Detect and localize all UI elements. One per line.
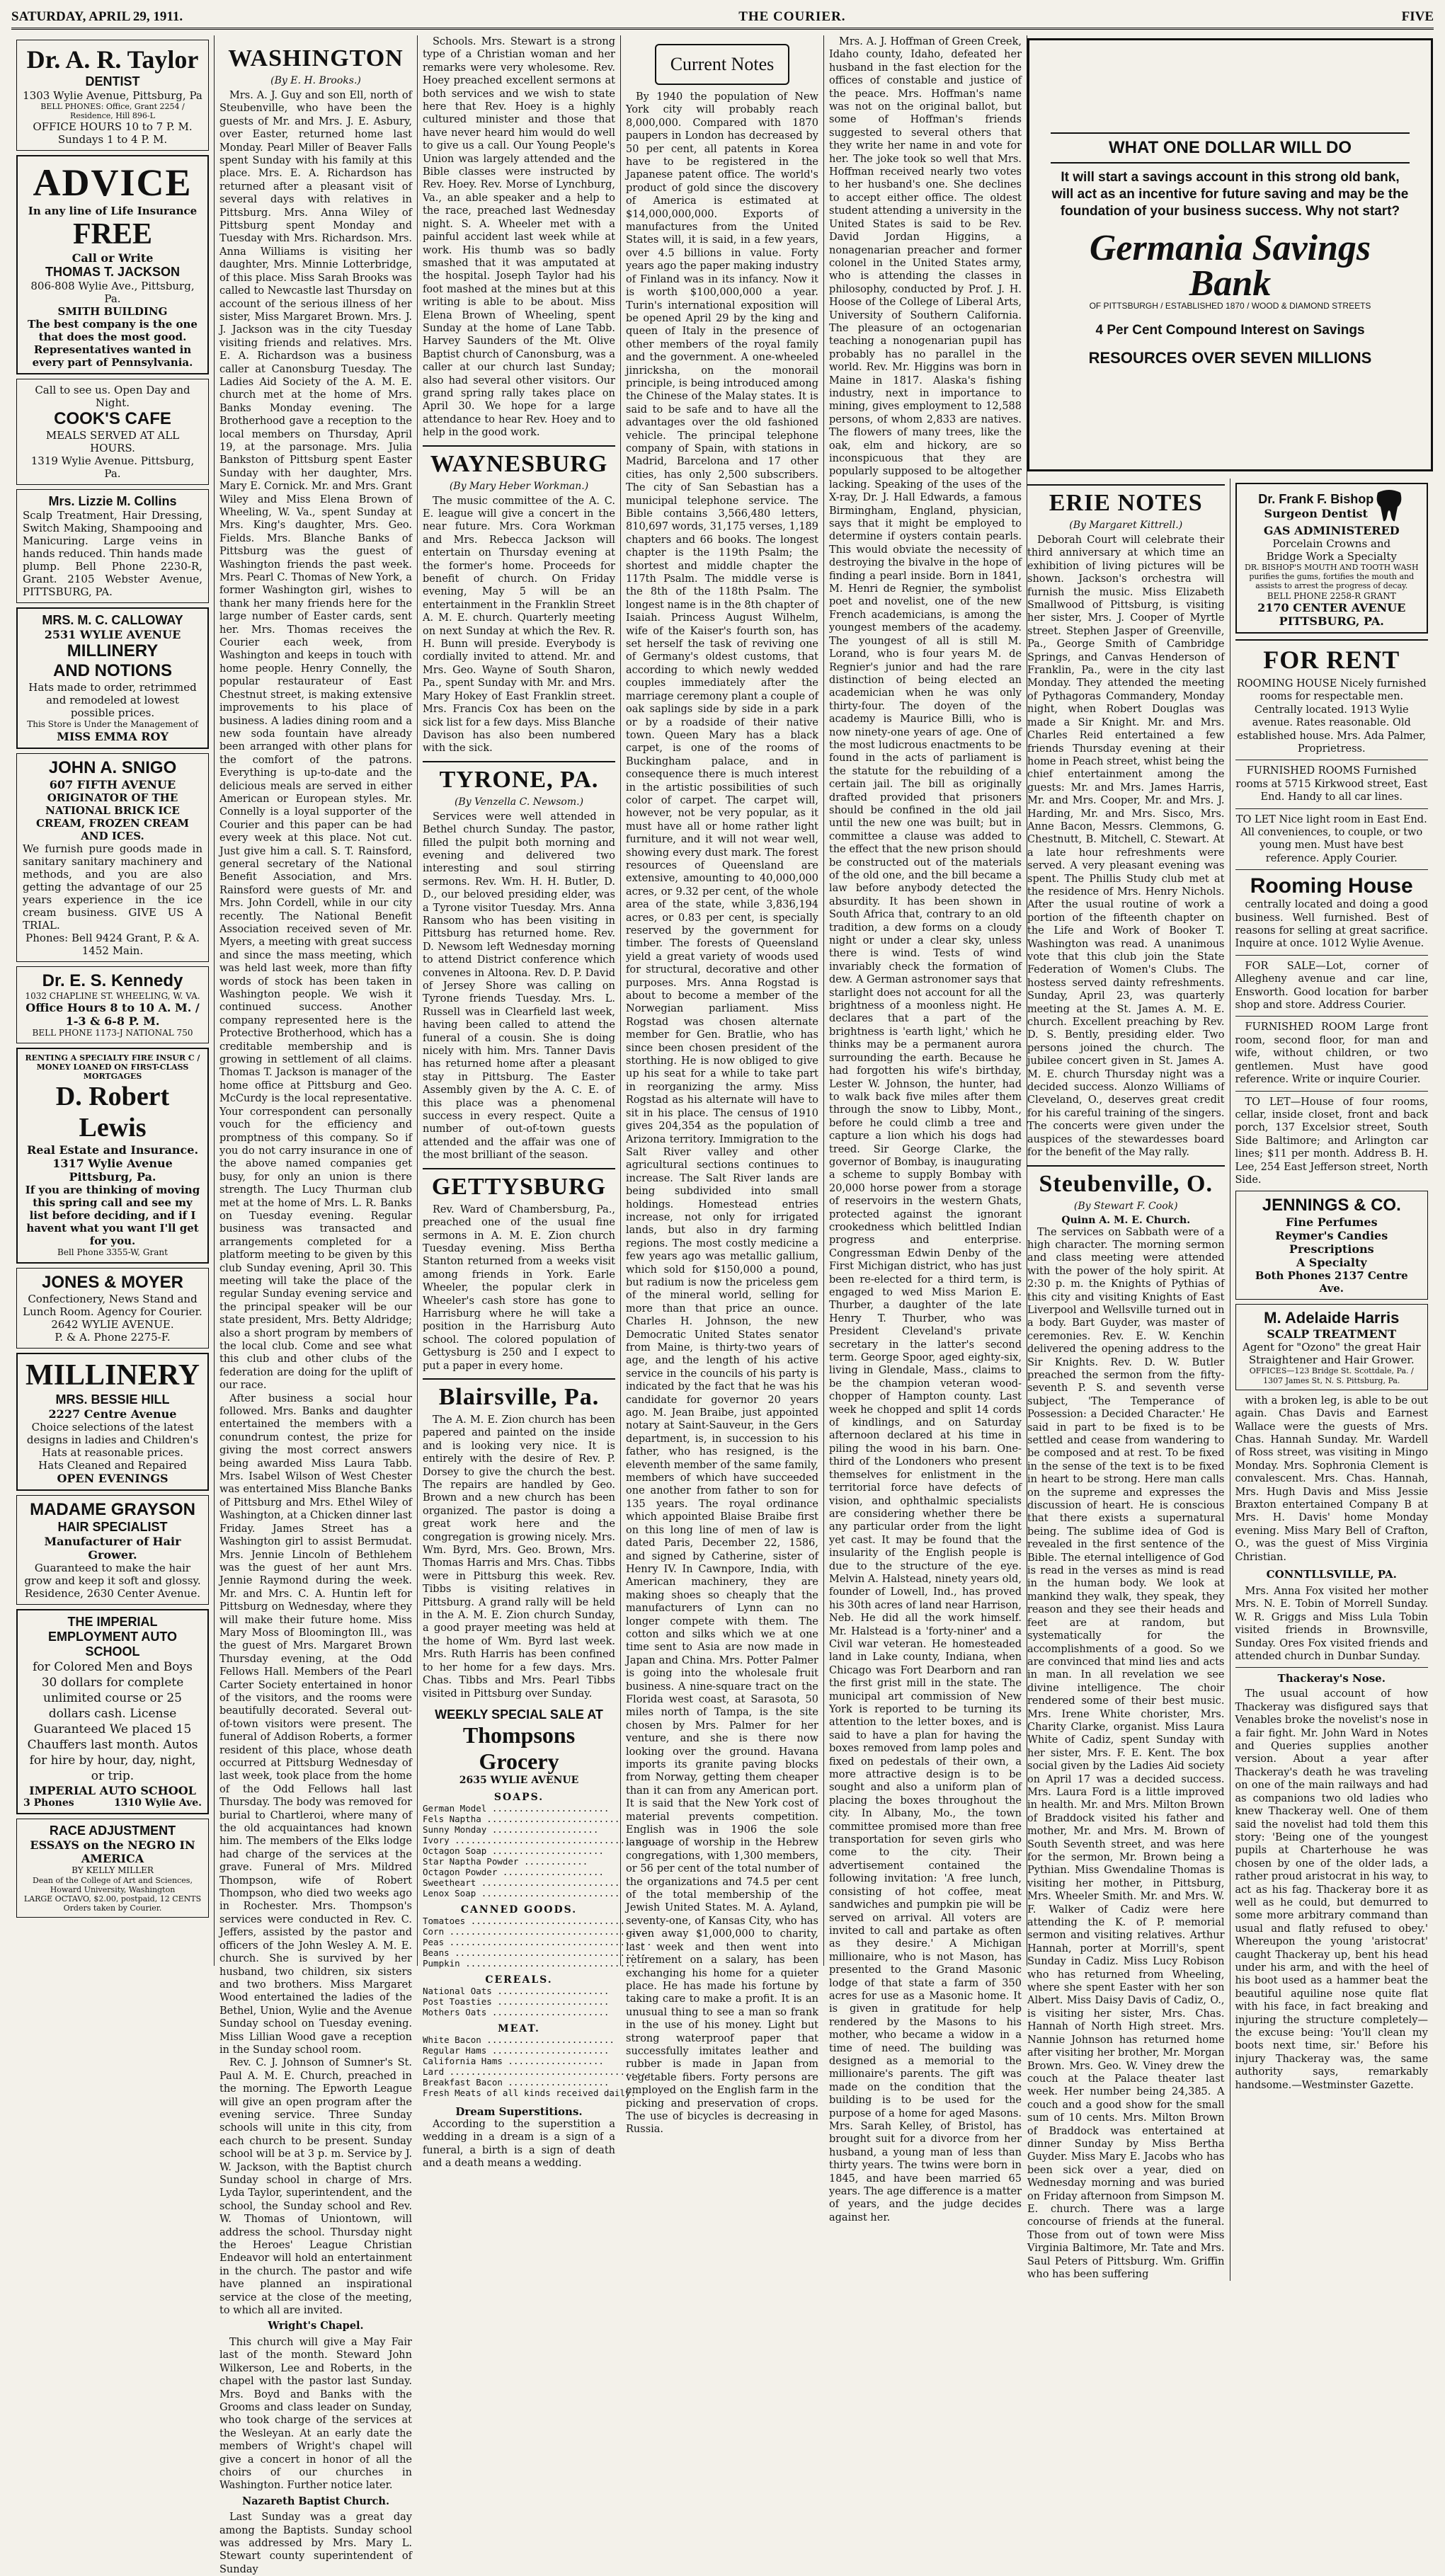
ad-grayson — [16, 1495, 209, 1605]
washington-body-3: Rev. C. J. Johnson of Sumner's St. Paul A. M. E. Church, preached in the morning. The Epworth League will give an open program after the evening service. Three Sunday schools will unite in this city, from each church to be present. Sunday school will be at 3 p. m. Service by J. W. Jackson, with the Baptist church Sunday school in charge of Mrs. Lyda Taylor, superintendent, and the school, the Sunday school and Rev. W. Thomas of Uniontown, will address the school. Thursday night the Heroes' League Christian Endeavor will hold an entertainment in the church. The pastor and wife have planned an inspirational service at the close of the meeting, to which all are invited. — [219, 2057, 412, 2317]
ad-grayson-name: MADAME GRAYSON — [30, 1499, 195, 1519]
for-sale-notice: FOR SALE—Lot, corner of Allegheny avenue and car line, Ensworth. Good location for barber shop and store. Address Courier. — [1235, 960, 1428, 1012]
ad-hill — [16, 1353, 209, 1491]
ad-race-sub: ESSAYS on the NEGRO IN AMERICA — [30, 1838, 195, 1866]
ad-jennings — [1235, 1191, 1429, 1300]
ad-taylor-address: 1303 Wylie Avenue, Pittsburg, Pa — [23, 89, 202, 102]
ad-advice-call: Call or Write — [72, 251, 154, 265]
sale-soap-item: German Model ...................... — [423, 1802, 610, 1814]
ad-jones-address: 2642 WYLIE AVENUE. — [51, 1317, 174, 1331]
ad-cook-meals: MEALS SERVED AT ALL HOURS. — [45, 429, 180, 455]
ad-grayson-title: HAIR SPECIALIST — [57, 1519, 168, 1534]
ad-kennedy-address: 1032 CHAPLINE ST. WHEELING, W. VA. — [25, 990, 200, 1001]
ad-kennedy-hours: Office Hours 8 to 10 A. M. / 1-3 & 6-8 P. M. — [25, 1001, 200, 1029]
ad-thompsons-grocery — [423, 1707, 658, 2098]
ad-race-head: RACE ADJUSTMENT — [49, 1824, 176, 1838]
ad-jennings-l1: Fine Perfumes — [1285, 1215, 1378, 1230]
sale-soap-item: Star Naptha Powder ............ — [423, 1855, 588, 1867]
ad-germania-bank — [1027, 38, 1433, 471]
ad-jennings-l4: A Specialty — [1296, 1256, 1367, 1270]
current-notes-continued: Mrs. A. J. Hoffman of Green Creek, Idaho county, Idaho, defeated her husband in the fast election for the offices of constable and justice of the peace. Mrs. Hoffman's name was not on the original ballot, but some of Hoffman's friends suggested to several others that they write her name in and vote for her. The joke took so well that Mrs. Hoffman received nearly two votes to her husband's one. She declines to accept either office. The oldest student attending a university in the United States is said to be Rev. David Jordan Higgins, a nonagenarian preacher and former colonel in the United States army, who is attending the classes in philosophy, conducted by Prof. J. H. Hoose of the College of Liberal Arts, University of Southern California. The pleasure of an octogenarian teaching a nonogenarian pupil has probably has no parallel in the world. Rev. Mr. Higgins was born in Maine in 1817. Alaska's fishing industry, next in importance to mining, gives employment to 12,588 persons, of whom 2,833 are natives. The flowers of many trees, like the oak, elm and hickory, are so inconspicuous that they are popularly supposed to be altogether lacking. Speaking of the uses of the X-ray, Dr. J. Hall Edwards, a famous Birmingham, England, physician, says that it might be employed to determine if oysters contain pearls. This would obviate the necessity of destroying the bivalve in the hope of finding a pearl inside. Born in 1841, M. Henri de Regnier, the symbolist poet and novelist, one of the new French academicians, is among the youngest members of the academy. The youngest of all is still M. Lorand, who is four years M. de Regnier's junior and had the rare distinction of being elected an academician when he was only thirty-four. The doyen of the academy is Maurice Billi, who is now ninety-one years of age. One of the most ludicrous enactments to be found in the acts of parliament is the statute for the rebuilding of a certain jail. The bill as originally drafted provided that prisoners should be confined in the old jail until the new one was built; but in committee a clause was added to the effect that the new prison should be constructed out of the materials of the old one, and the bill became a law before anybody detected the absurdity. It has been shown in South Africa that, contrary to an old tradition, a dew forms on a cloudy night or under a clear sky, unless there is wind. Tests of wind invariably check the formation of dew. A German astronomer says that starlight does not account for all the brightness of a moonless night. He declares that a part of the brightness is 'earth light,' which he thinks may be a permanent aurora surrounding the earth. Because he had forgotten his wife's birthday, Lester W. Johnson, the hunter, had to walk back five miles after them through the snow to Libby, Mont., before he could climb a tree and capture a lion which his dogs had treed. Sir George Clarke, the governor of Bombay, is inaugurating a scheme to supply Bombay with 20,000 horse power from a storage of reservoirs in the western Ghats, protected against the ignorant crookedness which belittled Indian progress and enterprise. Congressman Edwin Denby of the First Michigan district, who has just been re-elected for a third term, is engaged to wed Miss Marion E. Thurber, a daughter of the late Henry T. Thurber, who was President Cleveland's private secretary in the latter's second term. George Spoor, aged eighty-six, living in Glendale, Mass., claims to be the champion veteran wood-chopper of Hampton county. Last week he chopped and split 14 cords of kindlings, and on Saturday afternoon declared at his time in piling the wood in his barn. One-third of the Londoners who present themselves for enlistment in the territorial force have defects of vision, and ophthalmic specialists are considering whether there be any particular order from the light yet cast. It may be found that the insularity of the English people is due to the structure of the eye. Melvin A. Halstead, ninety years old, founder of Lowell, Ind., has proved his 30th acres of land near Harrison, Neb. He did all the work himself. Mr. Halstead is a 'forty-niner' and a Civil war veteran. He homesteaded land in Lake county, Indiana, when Chicago was Fort Dearborn and ran the first grist mill in the state. The municipal art commission of New York is reported to be turning its attention to the letter boxes, and is said to have a plan for having the boxes removed from lamp poles and fixed on pedestals of their own, a more attractive design is to be sought and also a uniform plan of placing the boxes throughout the city. In Albany, Mo., the town committee promised more than free transportation for seven girls who come to the city. Their advertisement contained the following invitation: 'A free lunch, consisting of hot coffee, meat sandwiches and pumpkin pie will be served on arrival. All voters are invited to call and partake as often as they desire.' A Michigan millionaire, who is not Mason, has presented to the Grand Masonic lodge of that state a farm of 350 acres for use as a Masonic home. It is given in gratitude for help rendered by the Masons to his mother, who became a widow in a time of need. The building was designed as a memorial to the millionaire's parents. The gift was made on the condition that the building is to be used for the purpose of a home for aged Masons. Mrs. Sarah Kelley, of Bristol, has brought suit for a divorce from her husband, a young man of less than thirty years. The twins were born in 1845, and have been married 65 years. The age difference is a matter of years, and the judge decides against her. — [829, 36, 1022, 2223]
ad-taylor-name: Dr. A. R. Taylor — [26, 45, 199, 74]
rooming-house-notice: ROOMING HOUSE Nicely furnished rooms for respectable men. Centrally located. 1913 Wylie avenue. Rates reasonable. Old established house. Mrs. Ada Palmer, Proprietress. — [1236, 677, 1427, 755]
ad-advice-building: SMITH BUILDING — [57, 305, 168, 319]
ad-advice-head: ADVICE — [33, 161, 193, 205]
steubenville-sub: Quinn A. M. E. Church. — [1061, 1214, 1191, 1226]
washington-body-2: After business a social hour followed. Mrs. Banks and daughter entertained the members with a conundrum contest, the prize for giving the most correct answers being awarded Miss Laura Tabb. Mrs. Isabel Wilson of West Chester was entertained Miss Blanche Banks of Pittsburg and Mrs. Ethel Wiley of Washington, at a Chicken dinner last Friday. James Street has a Washington girl to assist Bermudat. Mrs. Jennie Lincoln of Bethlehem was the guest of her aunt Mrs. Jennie Raymond during the week. Mr. and Mrs. C. A. Huntin left for Pittsburg on Wednesday, where they will make their future home. Miss Mary Moss of Bloomington Ill., was the guest of Mrs. Margaret Brown Thursday evening, at the Odd Fellows Hall. Members of the Pearl Carter Society entertained in honor of the visitors, and the rooms were beautifully decorated. Several out-of-town visitors were present. The funeral of Addison Roberts, a former resident of this place, whose death occurred at Pittsburg Wednesday of last week, took place from the home of the Odd Fellows hall last Thursday. The body was removed for burial to Chartleroi, where many of the old acquaintances had known him. The members of the Elks lodge had charge of the services at the grave. Funeral of Mrs. Mildred Thompson, wife of Robert Thompson, who died two weeks ago in Rochester. Mrs. Thompson's services were conducted in Rev. C. Jeffers, assisted by the pastor and officers of the John Wesley A. M. E. church. She is survived by her husband, two children, six sisters and two brothers. Miss Margaret Wood entertained the ladies of the Bethel, Union, Wylie and the Avenue Sunday school on Tuesday evening. Miss Lillian Wood gave a reception in the Sunday school room. — [219, 1392, 412, 2056]
wright-chapel-body: This church will give a May Fair last of the month. Steward John Wilkerson, Lee and Roberts, in the chapel with the pastor last Sunday. Mrs. Boyd and Banks with the Grooms and class leader on Sunday, who took charge of the services at the Wesleyan. At an early date the members of Wright's chapel will give a concert in honor of all the choirs of our churches in Washington. Further notice later. — [219, 2336, 412, 2492]
sale-soap-item: Octagon Powder ................... — [423, 1866, 604, 1877]
ad-race-price: LARGE OCTAVO, $2.00, postpaid, 12 CENTS — [23, 1894, 202, 1904]
gettysburg-heading: GETTYSBURG — [423, 1168, 615, 1201]
tooth-icon — [1373, 488, 1405, 524]
gettysburg-body: Rev. Ward of Chambersburg, Pa., preached one of the usual fine sermons in A. M. E. Zion church Tuesday evening. Miss Bertha Stanton returned from a weeks visit among friends in York. Earle Wheeler, the popular clerk in Wheeler's cash store has gone to Harrisburg where he will take a position in the Harrisburg Auto school. The colored population of Gettysburg is 250 and I expect to put a paper in every home. — [423, 1203, 615, 1372]
ad-lewis-text: If you are thinking of moving this spring call and see my list before deciding, and if I havent what you want I'll get for you. — [25, 1184, 200, 1248]
ad-snigo-name: JOHN A. SNIGO — [48, 757, 177, 777]
to-let-notice: TO LET Nice light room in East End. All conveniences, to couple, or two young men. Must have best reference. Apply Courier. — [1235, 813, 1427, 864]
column-3 — [418, 35, 658, 2170]
ad-jennings-name: JENNINGS & CO. — [1262, 1196, 1401, 1215]
ad-advice-sub: In any line of Life Insurance — [28, 205, 198, 218]
ad-jennings-l2: Reymer's Candies — [1275, 1229, 1388, 1243]
ad-hill-clean: Hats Cleaned and Repaired — [38, 1458, 187, 1472]
erie-body: Deborah Court will celebrate their third anniversary at which time an exhibition of living pictures will be shown. Jackson's orchestra will furnish the music. Miss Elizabeth Smallwood of Pittsburg, is visiting her sister, Mrs. J. Cooper of Myrtle street. Stephen Jasper of Greenville, Pa., George Smith of Cambridge Springs, and Canvas Henderson of Franklin, Pa., were in the city last Monday. They attended the meeting of Pythagoras Commandery, Monday night, when Robert Douglas was made a Sir Knight. Mr. and Mrs. Charles Reid entertained a few friends Thursday evening at their home in Peach street, whist being the chief entertainment among the guests: Mr. and Mrs. James Harris, Mr. and Mrs. Cooper, Mr. and Mrs. J. Harding, Mr. and Mrs. Sisco, Mrs. Anne Bacon, Messrs. Clemmons, G. Chestnutt, B. Mitchell, C. Stewart. At a late hour refreshments were served. A very pleasant evening was spent. The Phillis Study club met at the residence of Mrs. Henry Nichols. After the usual routine of work a portion of the fifteenth chapter on the Life and Work of Booker T. Washington was read. A unanimous vote that this club join the State Federation of Women's Clubs. The hostess served dainty refreshments. Sunday, April 23, was quarterly meeting at the St. James A. M. E. church. Excellent preaching by Rev. D. S. Bently, presiding elder. Two persons joined the church. The jubilee concert given in St. James A. M. E. church Thursday night was a decided success. Alonzo Williams of Cleveland, O., deserves great credit for his careful training of the singers. The concerts were given under the auspices of the stewardesses board for the benefit of the May rally. — [1027, 534, 1225, 1159]
sale-soap-item: Lenox Soap .......................... — [423, 1887, 620, 1899]
sale-canned: CANNED GOODS. — [460, 1904, 578, 1916]
ad-lewis-name: D. Robert Lewis — [55, 1082, 170, 1143]
bank-head: WHAT ONE DOLLAR WILL DO — [1051, 132, 1410, 164]
current-notes-heading: Current Notes — [655, 44, 789, 85]
ad-bishop-address: 2170 CENTER AVENUE — [1257, 600, 1406, 614]
ad-snigo-address: 607 FIFTH AVENUE — [49, 777, 176, 791]
ad-grayson-residence: Residence, 2630 Center Avenue. — [25, 1586, 200, 1600]
ad-calloway — [16, 607, 209, 748]
sale-meat-item: Lard ...................................... — [423, 2066, 652, 2077]
ad-bishop-phone: BELL PHONE 2258-R GRANT — [1267, 590, 1396, 601]
ad-bishop-title: Surgeon Dentist — [1264, 507, 1368, 520]
ad-advice-free: FREE — [72, 218, 152, 251]
ad-auto-head: THE IMPERIAL EMPLOYMENT AUTO SCHOOL — [47, 1614, 177, 1659]
ad-cook-pre: Call to see us. Open Day and Night. — [35, 384, 190, 410]
masthead — [11, 6, 1434, 30]
bank-small: OF PITTSBURGH / ESTABLISHED 1870 / WOOD & DIAMOND STREETS — [1089, 301, 1371, 311]
for-rent-heading: FOR RENT — [1235, 639, 1429, 675]
sale-t3: 2635 WYLIE AVENUE — [459, 1774, 579, 1786]
ad-cook-address: 1319 Wylie Avenue. Pittsburg, Pa. — [30, 454, 195, 481]
sale-meat-item: Fresh Meats of all kinds received daily. — [423, 2087, 636, 2098]
dream-heading: Dream Superstitions. — [455, 2105, 583, 2118]
masthead-date: SATURDAY, APRIL 29, 1911. — [11, 9, 183, 24]
ad-collins-name: Mrs. Lizzie M. Collins — [48, 494, 177, 509]
ad-harris-name: M. Adelaide Harris — [1264, 1309, 1400, 1327]
columns — [11, 35, 1434, 2575]
sale-canned-item: Beans .................................... — [423, 1947, 647, 1958]
ad-lewis-sub: Real Estate and Insurance. — [26, 1143, 199, 1157]
waynesburg-byline: (By Mary Heber Workman.) — [449, 480, 589, 492]
ad-hill-name: MRS. BESSIE HILL — [55, 1392, 170, 1407]
nazareth-body: Last Sunday was a great day among the Baptists. Sunday school was addressed by Mrs. Mary L. Stewart county superintendent of Sunday — [219, 2512, 412, 2575]
ad-jones-moyer — [16, 1268, 209, 1349]
ad-jones-phone: P. & A. Phone 2275-F. — [55, 1330, 171, 1344]
ad-jennings-phone: Both Phones 2137 Centre Ave. — [1255, 1269, 1408, 1295]
sale-canned-item: Pumpkin ................................ — [423, 1957, 636, 1969]
tyrone-heading: TYRONE, PA. — [423, 761, 615, 794]
waynesburg-heading: WAYNESBURG — [423, 445, 615, 478]
furnished-rooms-notice: FURNISHED ROOMS Furnished rooms at 5715 Kirkwood street, East End. Handy to all car lines. — [1235, 765, 1428, 803]
sale-canned-item: Corn ...................................... — [423, 1925, 652, 1937]
ad-bishop-gas: GAS ADMINISTERED — [1263, 524, 1400, 537]
ad-race-by: BY KELLY MILLER — [72, 1865, 154, 1876]
steubenville-byline: (By Stewart F. Cook) — [1073, 1200, 1178, 1212]
ad-jones-text: Confectionery, News Stand and Lunch Room. Agency for Courier. — [23, 1292, 202, 1318]
column-7 — [1230, 479, 1434, 2281]
ad-auto-phones: 3 Phones — [23, 1797, 74, 1809]
page-number: FIVE — [1401, 9, 1434, 24]
ad-taylor — [16, 40, 209, 151]
sale-meat-item: California Hams .................. — [423, 2055, 604, 2066]
ad-lewis-phone: Bell Phone 3355-W, Grant — [57, 1247, 168, 1258]
ad-taylor-title: DENTIST — [85, 74, 140, 88]
ad-hill-text: Choice selections of the latest designs in ladies and Children's Hats at reasonable prices. — [26, 1420, 199, 1459]
to-let-house-notice: TO LET—House of four rooms, cellar, inside closet, front and back porch, 137 Excelsior street, South Side Baltimore; and Arlington car lines; $11 per month. Address B. H. Lee, 254 East Jefferson street, North Side. — [1235, 1096, 1428, 1186]
ad-calloway-address: 2531 WYLIE AVENUE — [44, 628, 181, 642]
wright-chapel-heading: Wright's Chapel. — [268, 2320, 364, 2332]
connellsville-heading: CONNTLLSVILLE, PA. — [1266, 1568, 1397, 1581]
ad-hill-address: 2227 Centre Avenue — [48, 1407, 177, 1421]
ad-advice-name: THOMAS T. JACKSON — [45, 265, 180, 280]
sale-soap-item: Sweetheart .......................... — [423, 1877, 620, 1888]
dream-body: According to the superstition a wedding in a dream is a sign of a funeral, a birth is a sign of death and a death means a wedding. — [423, 2118, 615, 2170]
bank-resources: RESOURCES OVER SEVEN MILLIONS — [1088, 348, 1372, 367]
ad-snigo-body: We furnish pure goods made in sanitary sanitary machinery and methods, and you are also getting the advantage of our 25 years experience in the ice cream business. GIVE US A TRIAL. — [23, 842, 202, 932]
ad-lewis-address: 1317 Wylie Avenue Pittsburg, Pa. — [52, 1157, 173, 1184]
column-2 — [215, 35, 418, 2575]
waynesburg-body: The music committee of the A. C. E. league will give a concert in the near future. Mrs. Cora Workman and Mrs. Rebecca Jackson will entertain on Thursday evening at the former's home. Proceeds for benefit of church. On Friday evening, May 5 will be an entertainment in the Franklin Street A. M. E. church. Quarterly meeting on next Sunday at which the Rev. R. H. Bunn will preside. Everybody is cordially invited to attend. Mr. and Mrs. Geo. Wayne of South Sharon, Pa., spent Sunday with Mr. and Mrs. Mary Hokey of East Franklin street. Mrs. Francis Cox has been on the sick list for a few days. Miss Blanche Davison has also been numbered with the sick. — [423, 495, 615, 755]
ad-bishop — [1235, 483, 1429, 634]
sale-soap-item: Ivory ...................................... — [423, 1834, 658, 1845]
washington-heading: WASHINGTON — [228, 45, 404, 71]
ad-snigo-phones: Phones: Bell 9424 Grant, P. & A. 1452 Main. — [25, 931, 200, 957]
ad-snigo-text: ORIGINATOR OF THE NATIONAL BRICK ICE CREAM, FROZEN CREAM AND ICES. — [35, 791, 190, 842]
sale-t1: WEEKLY SPECIAL SALE AT — [435, 1707, 603, 1722]
ad-cook-name: COOK'S CAFE — [54, 409, 171, 429]
bank-logo: Germania Savings Bank — [1089, 228, 1371, 304]
ad-cooks-cafe — [16, 379, 209, 485]
rooming-house-text: centrally located and doing a good business. Well furnished. Best of reasons for selling at great sacrifice. Inquire at once. 1012 Wylie Avenue. — [1235, 899, 1428, 950]
column-1 — [11, 35, 215, 1966]
ad-bishop-city: PITTSBURG, PA. — [1279, 614, 1384, 628]
erie-heading: ERIE NOTES — [1027, 484, 1225, 517]
ad-hill-head: MILLINERY — [25, 1358, 200, 1392]
sale-t2: Thompsons Grocery — [462, 1722, 576, 1774]
ad-auto-school — [16, 1609, 209, 1815]
ad-jennings-l3: Prescriptions — [1289, 1242, 1374, 1256]
ad-lewis — [16, 1048, 209, 1264]
sale-cereal-item: Mothers Oats ...................... — [423, 2006, 610, 2017]
sale-cereals: CEREALS. — [485, 1974, 553, 1986]
furnished-room-notice: FURNISHED ROOM Large front room, second floor, for man and wife, without children, or two gentlemen. Must have good reference. Write or inquire Courier. — [1235, 1021, 1428, 1086]
ad-taylor-phones: BELL PHONES: Office, Grant 2254 / Residence, Hill 896-L — [40, 102, 185, 121]
washington-body-1: Mrs. A. J. Guy and son Ell, north of Steubenville, who have been the guests of Mr. and Mrs. J. E. Asbury, over Easter, returned home last Monday. Pearl Miller of Beaver Falls spent Sunday with his family at this place. Mrs. E. A. Richardson has returned after a pleasant visit of several days with relatives in Pittsburg. Mrs. Anna Wiley of Pittsburg spent Monday and Tuesday with Mrs. Richardson. Mrs. Anna Williams is visiting her daughter, Mrs. Minnie Lotterbridge, of this place. Miss Sarah Brooks was called to Newcastle last Thursday on account of the serious illness of her sister, Miss Margaret Brown. Mrs. J. J. Jackson was in the city Tuesday visiting friends and relatives. Mrs. E. A. Richardson was a business caller at Canonsburg Tuesday. The Ladies Aid Society of the A. M. E. church met at the home of Mrs. Banks Monday evening. The Brotherhood gave a reception to the local members on Thursday, April 19, at the parsonage. Mrs. Julia Bankston of Pittsburg spent Easter Sunday with her daughter, Mrs. Mary E. Cornick. Mr. and Mrs. Grant Wiley and Miss Elena Brown of Wheeling, W. Va., spent Sunday at Mrs. King's daughter, Mrs. Geo. Fields. Mrs. Blanche Banks of Pittsburg was the guest of Washington friends the past week. Mrs. Pearl C. Thomas of New York, a former Washington girl, wishes to thank her many friends here for the large number of Easter cards, sent her. Mrs. Thomas receives the Courier each week, from Washington and keeps in touch with home people. Henry Connelly, the popular restaurateur of East Chestnut street, is making extensive improvements to his place of business. A ladies dining room and a new soda fountain have already been arranged with other plans for the comfort of the patrons. Everything is up-to-date and the delicious meals are served in either American or European styles. Mr. Connelly is a loyal supporter of the Courier and this paper can be had every week at this place. Not cut. Just give him a call. S. T. Rainsford, general secretary of the National Benefit Association, and Mrs. Rainsford were guests of Mr. and Mrs. John Cordell, while in our city recently. The National Benefit Association received seven of Mr. Myers, a meeting with great success and since the mass meeting, which was held last week, more than fifty words of stock has been taken in Washington people. We wish it continued success. Another company represented here is the Protective Brotherhood, which has a creditable membership and is growing in settlement of all claims. Thomas T. Jackson is manager of the home office at Pittsburg and Geo. McCurdy is the local representative. Your correspondent can personally vouch for the efficiency and promptness of this company. So if you do not carry insurance in one of the above named companies get busy, for only an union is there strength. The Lucy Thurman club met at the home of Mrs. L. R. Banks on Tuesday evening. Regular business was transacted and arrangements completed for a platform meeting to be given by this club Sunday evening, April 30. This meeting will take the place of the regular Sunday evening service and the principal speaker will be our state president, Mrs. Betty Aldridge; also a short program by members of the local club. Come and see what this club and other clubs of the federation are doing for the uplift of our race. — [219, 90, 412, 1392]
sale-soaps: SOAPS. — [493, 1791, 544, 1803]
ad-taylor-sunday: Sundays 1 to 4 P. M. — [57, 133, 168, 147]
ad-collins — [16, 489, 209, 603]
ad-bishop-crown: Porcelain Crowns and — [1272, 537, 1391, 550]
column-5 — [824, 35, 1027, 2223]
ad-bishop-note: DR. BISHOP'S MOUTH AND TOOTH WASH purifies the gums, fortifies the mouth and assists to arrest the progress of decay. — [1244, 563, 1419, 591]
steubenville-body: The services on Sabbath were of a high character. The morning sermon and class meeting were attended with the power of the holy spirit. At 2:30 p. m. the Knights of Pythias of this city and visiting Knights of East Liverpool and Wellsville turned out in a body. Bart Guyder, was master of ceremonies. Rev. E. W. Kenchin delivered the opening address to the Sir Knights. Rev. D. W. Butler preached the sermon from the fifty-seventh P. S. and seventh verse subject, 'The Temperance of Possession: a Decided Character.' He said in part to be fixed is to be settled and cease from wandering to be composed and at rest. To be fixed in the sense of the text is to be fixed in heart to be strong. Here man calls on the supreme and expresses the discussion of heart. He is conscious that there exists a supernatural being. The sublime idea of God is revealed in the first sentence of the Bible. The eternal intelligence of God is read in the verses as mind is read in the human body. We look at mankind they walk, they speak, they reason and they see their heads and feet are at random, but systematically for the accomplishments of a good. So we are convinced that mind lies and acts in man. In all revelation we see divine intelligence. The choir rendered some of their best music. Mrs. Irene White chorister, Mrs. Charity Clarke, organist. Miss Laura White of Cadiz, spent Sunday with her sister, Mrs. F. E. Kent. The box social given by the Ladies Aid society on April 17 was a decided success. Mrs. Laura Ford is a little improved in health. Mr. and Mrs. Milton Brown of Braddock visited his father and mother, Mr. and Mrs. M. Brown of South Seventh street, and was here for the sermon, Mr. Brown being a Pythian. Miss Gwendaline Thomas is visiting her mother, in Pittsburg, Mrs. Wheeler Smith. Mr. and Mrs. W. F. Walker of Cadiz were here attending the K. of P. memorial sermon and visiting relatives. Arthur Hannah, porter at Morrill's, spent Sunday in Cadiz. Miss Lucy Robison who has returned from Wheeling, where she spent Easter with her son Albert. Miss Daisy Davis of Cadiz, O., is visiting her sister, Mrs. Chas. Hannah of North High street. Mrs. Nannie Johnson has returned home after visiting her brother, Mr. Morgan Brown. Mrs. Geo. W. Viney drew the couch at the Palace theater last week. Her number being 24,385. A couch and a good show for the small sum of 10 cents. Mrs. Milton Brown of Braddock was entertained at dinner Sunday by Miss Bertha Guyder. Miss Mary E. Jacobs who has been sick over a year, died on Wednesday morning and was buried on Friday afternoon from Simpson M. E. church. There was a large concourse of friends at the funeral. Those from out of town were Miss Virginia Baltimore, Mr. Tate and Mrs. Saul Peters of Pittsburg. Wm. Griffin who has been suffering — [1027, 1226, 1225, 2280]
column-6 — [1027, 479, 1230, 2281]
bank-interest: 4 Per Cent Compound Interest on Savings — [1095, 323, 1365, 338]
washington-continued: Schools. Mrs. Stewart is a strong type of a Christian woman and her remarks were very wholesome. Rev. Hoey preached excellent sermons at both services and we wish to state here that Rev. Hoey is a highly cultured minister and those that have never heard him would do well to give us a call. Our Young People's Union was largely attended and the Bible classes were instructed by Rev. Hoey. Rev. Morse of Lynchburg, Va., an able speaker and a help to the race, preached last Wednesday night. S. A. Wheeler met with a painful accident last week while at work. His thumb was so badly smashed that it was amputated at the hospital. Joseph Taylor had his foot mashed at the mines but at this writing is able to be about. Miss Elena Brown of Wheeling, spent Sunday at the home of Lane Tabb. Harvey Saunders of the Mt. Olive Baptist church of Canonsburg, was a caller at our church last Sunday; also had several other visitors. Our grand spring rally takes place on April 30. We hope for a large attendance to hear Rev. Hoey and to help in the good work. — [423, 36, 615, 439]
erie-byline: (By Margaret Kittrell.) — [1069, 520, 1183, 531]
ad-kennedy — [16, 966, 209, 1043]
ad-advice-text: The best company is the one that does the most good. Representatives wanted in every part of Pennsylvania. — [28, 318, 198, 370]
ad-hill-evenings: OPEN EVENINGS — [57, 1471, 169, 1485]
bank-text: It will start a savings account in this strong old bank, will act as an incentive for future saving and may be the foundation of your business success. Why not start? — [1051, 170, 1409, 219]
column-6-7 — [1027, 35, 1433, 2280]
tyrone-byline: (By Venzella C. Newsom.) — [454, 796, 584, 808]
ad-bishop-bridge: Bridge Work a Specialty — [1266, 550, 1397, 563]
ad-collins-text: Scalp Treatment, Hair Dressing, Switch Making, Shampooing and Manicuring. Large veins in hands reduced. Thin hands made plump. Bell Phone 2230-R, Grant. 2105 Webster Avenue, PITTSBURG, PA. — [23, 509, 202, 599]
ad-bishop-name: Dr. Frank F. Bishop — [1258, 492, 1374, 506]
steubenville-heading: Steubenville, O. — [1027, 1165, 1225, 1198]
ad-kennedy-phone: BELL PHONE 1173-J NATIONAL 750 — [32, 1028, 193, 1038]
ad-calloway-manager: MISS EMMA ROY — [57, 729, 169, 743]
ad-race-text: Dean of the College of Art and Sciences, Howard University, Washington — [33, 1875, 193, 1894]
ad-calloway-head2: AND NOTIONS — [53, 661, 172, 681]
ad-kennedy-name: Dr. E. S. Kennedy — [42, 971, 183, 990]
sale-soap-item: Sunny Monday .................... — [423, 1824, 599, 1835]
sale-soap-item: Fels Naptha ......................... — [423, 1813, 620, 1824]
ad-lewis-top: RENTING A SPECIALTY FIRE INSUR C / MONEY LOANED ON FIRST-CLASS MORTGAGES — [25, 1053, 200, 1081]
sale-canned-item: Tomatoes ............................. — [423, 1915, 625, 1926]
sale-meat-item: Breakfast Bacon ................... — [423, 2076, 610, 2088]
current-notes-body: By 1940 the population of New York city will probably reach 8,000,000. Compared with 1870 paupers in London has decreased by 50 per cent, all patents in Korea have to be registered in the Japanese patent office. The world's product of gold since the discovery of America is estimated at $14,000,000,000. Exports of manufactures from the United States will, it is said, in a few years, over 4.5 billions in value. Forty years ago the paper making industry of Finland was in its infancy. Now it is worth $100,000,000 a year. Turin's international exposition will be opened April 29 by the king and queen of Italy in the presence of other members of the royal family and the government. A one-wheeled jinricksha, on the monorail principle, is being introduced among the Chinese of the Malay states. It is said to be safe and to have all the advantages over the old fashioned vehicle. The principal telephone company of Spain, with stations in Madrid, Barcelona and 17 other cities, has only 2,500 subscribers. The city of San Sebastian has a municipal telephone service. The Bible contains 3,566,480 letters, 810,697 words, 31,175 verses, 1,189 chapters and 66 books. The longest chapter is the 119th Psalm; the shortest and middle chapter the 117th Psalm. The middle verse is the 8th of the 118th Psalm. The longest name is in the 8th chapter of Isaiah. Princess August Wilhelm, wife of the Kaiser's fourth son, has set herself the task of reviving one of Germany's oldest customs, that according to which newly wedded couples immediately after the marriage ceremony plant a couple of oak saplings side by side in a park or by a roadside of their native town. Queen Mary has a black carpet, is one of the rooms of Buckingham palace, and in consequence there is much interest in the artistic possibilities of such color of carpet. The carpet will, however, not be very popular, as it must have all or home rather light furniture, and it will not wear well, showing every dust mark. The forest resources of Queensland are extensive, amounting to 40,000,000 acres, or 9.32 per cent, of the whole area of the state, while 3,836,194 acres, or 0.83 per cent, is specially reserved by the government for timber. The forests of Queensland yield a great variety of woods used for structural, decorative and other purposes. Mrs. Anna Rogstad is about to become a member of the Norwegian parliament. Miss Rogstad was chosen alternate member for Gen. Bratlie, who has since been chosen president of the storthing. He is now obliged to give up his seat for a while to take part in reorganizing the army. Miss Rogstad as his alternate will have to sit in his place. The census of 1910 gives 204,354 as the population of Arizona territory. Immigration to the Salt River valley and other agricultural sections continues to increase. The Salt River lands are being subdivided into small holdings. Homestead entries increase, not only for irrigated lands, but also in dry farming regions. The most costly medicine a few years ago was metallic gallium, which sold for $150,000 a pound, but radium is now the priceless gem of the mineral world, selling for more than that price an ounce. Charles H. Johnson, the new Democratic United States senator from Maine, is thirty-two years of age, and the length of his active service in the councils of his party is indicated by the fact that he was his candidate for governor 20 years ago. M. Jean Braibe, just appointed notary at Saint-Sauveur, in the Gers department, is, in succession to his father, who has resigned, is the eleventh member of the same family, members of which have succeeded one another from father to son for 135 years. The royal ordinance which appointed Blaise Braibe first on this long line of men of law is dated Paris, December 22, 1586, and signed by Catherine, sister of Henry IV. In Cawnpore, India, with American machinery, they are making shoes so cheaply that the manufacturers of Lynn can no longer compete with them. The cotton and silks which we at one time sent to Asia are now made in Japan and China. Mrs. Potter Palmer is going into the wholesale fruit business. A nine-square tract on the Florida west coast, at Sarasota, 50 miles north of Tampa, is the site chosen by Mrs. Palmer for her venture, and she is there now looking over the ground. Havana imports its granite paving blocks from Norway, getting them cheaper than it can from any American port. It is said that the New York cost of material prevents competition. English was in 1906 the sole language of worship in the Hebrew congregations, with 1,300 members, or 56 per cent of the total number of the organizations and 74.5 per cent of the total membership of the Jewish United States. M. A. Ayland, seventy-one, of Kansas City, who has given away $1,000,000 to charity, last week and then went into retirement on a salary, has been exchanging his home for a quieter place. He has made his fortune by taking care to make a profit. It is an unusual thing to see a man so frank in the use of his money. Light but strong waterproof paper that successfully imitates leather and rubber is made in Japan from vegetable fibers. Forty persons are employed on the English farm in the picking and preservation of crops. The use of bicycles is decreasing in Russia. — [626, 91, 818, 2136]
ad-grayson-text: Guaranteed to make the hair grow and keep it soft and glossy. — [24, 1561, 201, 1587]
sale-meat-item: White Bacon ........................ — [423, 2034, 615, 2045]
column-4 — [621, 35, 824, 2136]
ad-calloway-name: MRS. M. C. CALLOWAY — [42, 613, 183, 628]
steubenville-continued: with a broken leg, is able to be out again. Chas Davis and Earnest Wallace were the guests of Mrs. Chas. Hannah Sunday. Mr. Wardell of Ross street, was visiting in Mingo Monday. Mrs. Sophronia Clement is convalescent. Mrs. Chas. Hannah, Mrs. Hugh Davis and Miss Jessie Braxton entertained Company B at Mrs. H. Davis' home Monday evening. Miss Mary Bell of Crafton, O., was the guest of Miss Virginia Christian. — [1235, 1395, 1428, 1563]
ad-calloway-head1: MILLINERY — [67, 641, 159, 661]
ad-auto-address: 1310 Wylie Ave. — [113, 1797, 202, 1809]
ad-calloway-text: Hats made to order, retrimmed and remodeled at lowest possible prices. — [28, 681, 197, 720]
ad-grayson-sub: Manufacturer of Hair Grower. — [44, 1534, 181, 1562]
ad-jones-name: JONES & MOYER — [41, 1272, 184, 1292]
ad-harris-offices: OFFICES—123 Bridge St. Scottdale, Pa. / 1307 James St, N. S. Pittsburg, Pa. — [1249, 1366, 1414, 1385]
washington-byline: (By E. H. Brooks.) — [270, 75, 361, 86]
ad-calloway-mgmt: This Store is Under the Management of — [27, 719, 198, 730]
ad-harris-agent: Agent for "Ozono" the great Hair Straightener and Hair Grower. — [1243, 1341, 1421, 1367]
ad-advice — [16, 155, 209, 374]
connellsville-body: Mrs. Anna Fox visited her mother Mrs. N. E. Tobin of Morrell Sunday. W. R. Griggs and Miss Lula Tobin visited friends in Brownsville, Sunday. Ores Fox visited friends and attended church in Dunbar Sunday. — [1235, 1586, 1428, 1663]
nazareth-heading: Nazareth Baptist Church. — [241, 2495, 390, 2507]
sale-soap-item: Octagon Soap ..................... — [423, 1845, 604, 1856]
blairsville-heading: Blairsville, Pa. — [423, 1378, 615, 1411]
ad-snigo — [16, 753, 209, 962]
ad-harris — [1235, 1304, 1429, 1390]
ad-taylor-hours: OFFICE HOURS 10 to 7 P. M. — [33, 120, 193, 134]
sale-canned-item: Peas ...................................... — [423, 1936, 652, 1947]
sale-cereal-item: Post Toasties ..................... — [423, 1996, 610, 2007]
sale-cereal-item: National Oats ..................... — [423, 1985, 610, 1996]
tyrone-body: Services were well attended in Bethel church Sunday. The pastor, filled the pulpit both morning and evening and delivered two interesting and soul stirring sermons. Rev. Wm. H. H. Butler, D. D., our beloved presiding elder, was a Tyrone visitor Tuesday. Mrs. Anna Ransom who has been visiting in Pittsburg has returned home. Rev. D. Newsom left Wednesday morning to attend District conference which convenes in Altoona. Rev. D. P. David of Jersey Shore was calling on Tyrone friends Tuesday. Mrs. L. Russell was in Clearfield last week, having been called to attend the funeral of a cousin. She is doing nicely with him. Mrs. Tanner Davis has returned home after a pleasant stay in Pittsburg. The Easter Assembly given by the A. C. E. of this place was a phenomenal success in every respect. Quite a number of out-of-town guests attended and the affair was one of the most brilliant of the season. — [423, 811, 615, 1162]
masthead-title: THE COURIER. — [738, 9, 846, 24]
thackeray-body: The usual account of how Thackeray was disfigured says that Venables broke the novelist's nose in a fair fight. Mr. John Ward in Notes and Queries supplies another version. About a year after Thackeray's death he was traveling on one of the main railways and had as companions two old ladies who knew Thackeray well. One of them said the novelist had told them this story: 'Being one of the youngest pupils at Charterhouse he was chosen by one of the older lads, a rather proud aristocrat in his way, to act as his fag. Thackeray bore it as well as he could, but demurred to some more arbitrary command than usual and flatly refused to obey.' Whereupon the young 'aristocrat' caught Thackeray up, bent his head under his arm, and with the heel of his boot used as a hammer beat the beautiful aquiline nose quite flat with his face, in fact breaking and injuring the structure completely—the excuse being: 'You'll clean my boots next time, sir.' Before his injury Thackeray was, the same authority says, remarkably handsome.—Westminster Gazette. — [1235, 1688, 1428, 2091]
ad-harris-title: SCALP TREATMENT — [1267, 1327, 1397, 1341]
sale-meat-item: Regular Hams ...................... — [423, 2044, 610, 2056]
thackeray-heading: Thackeray's Nose. — [1277, 1672, 1386, 1685]
rooming-house-heading: Rooming House — [1250, 874, 1413, 898]
sale-meat: MEAT. — [498, 2022, 540, 2034]
ad-race-adjustment — [16, 1819, 209, 1918]
ad-race-order: Orders taken by Courier. — [63, 1904, 162, 1913]
ad-auto-name: IMPERIAL AUTO SCHOOL — [29, 1784, 196, 1798]
ad-advice-address: 806-808 Wylie Ave., Pittsburg, Pa. — [30, 280, 195, 306]
ad-auto-text: for Colored Men and Boys 30 dollars for complete unlimited course or 25 dollars cash. License Guaranteed We placed 15 Chauffers last month. Autos for hire by hour, day, night, or trip. — [27, 1659, 198, 1784]
blairsville-body: The A. M. E. Zion church has been papered and painted on the inside and is looking very nice. It is entirely with the desire of Rev. P. Dorsey to give the church the best. The repairs are handled by Geo. Brown and a new church has been organized. The pastor is doing a great work here and the congregation is growing nicely. Mrs. Wm. Byrd, Mrs. Geo. Brown, Mrs. Thomas Harris and Mrs. Chas. Tibbs were in Pittsburg this week. Rev. Tibbs is visiting relatives in Pittsburg. A grand rally will be held in the A. M. E. Zion church Sunday, a good prayer meeting was held at the home of Wm. Byrd last week. Mrs. Ruth Harris has been confined to her home for a few days. Mrs. Chas. Tibbs and Mrs. Pearl Tibbs visited in Pittsburg over Sunday. — [423, 1414, 615, 1700]
